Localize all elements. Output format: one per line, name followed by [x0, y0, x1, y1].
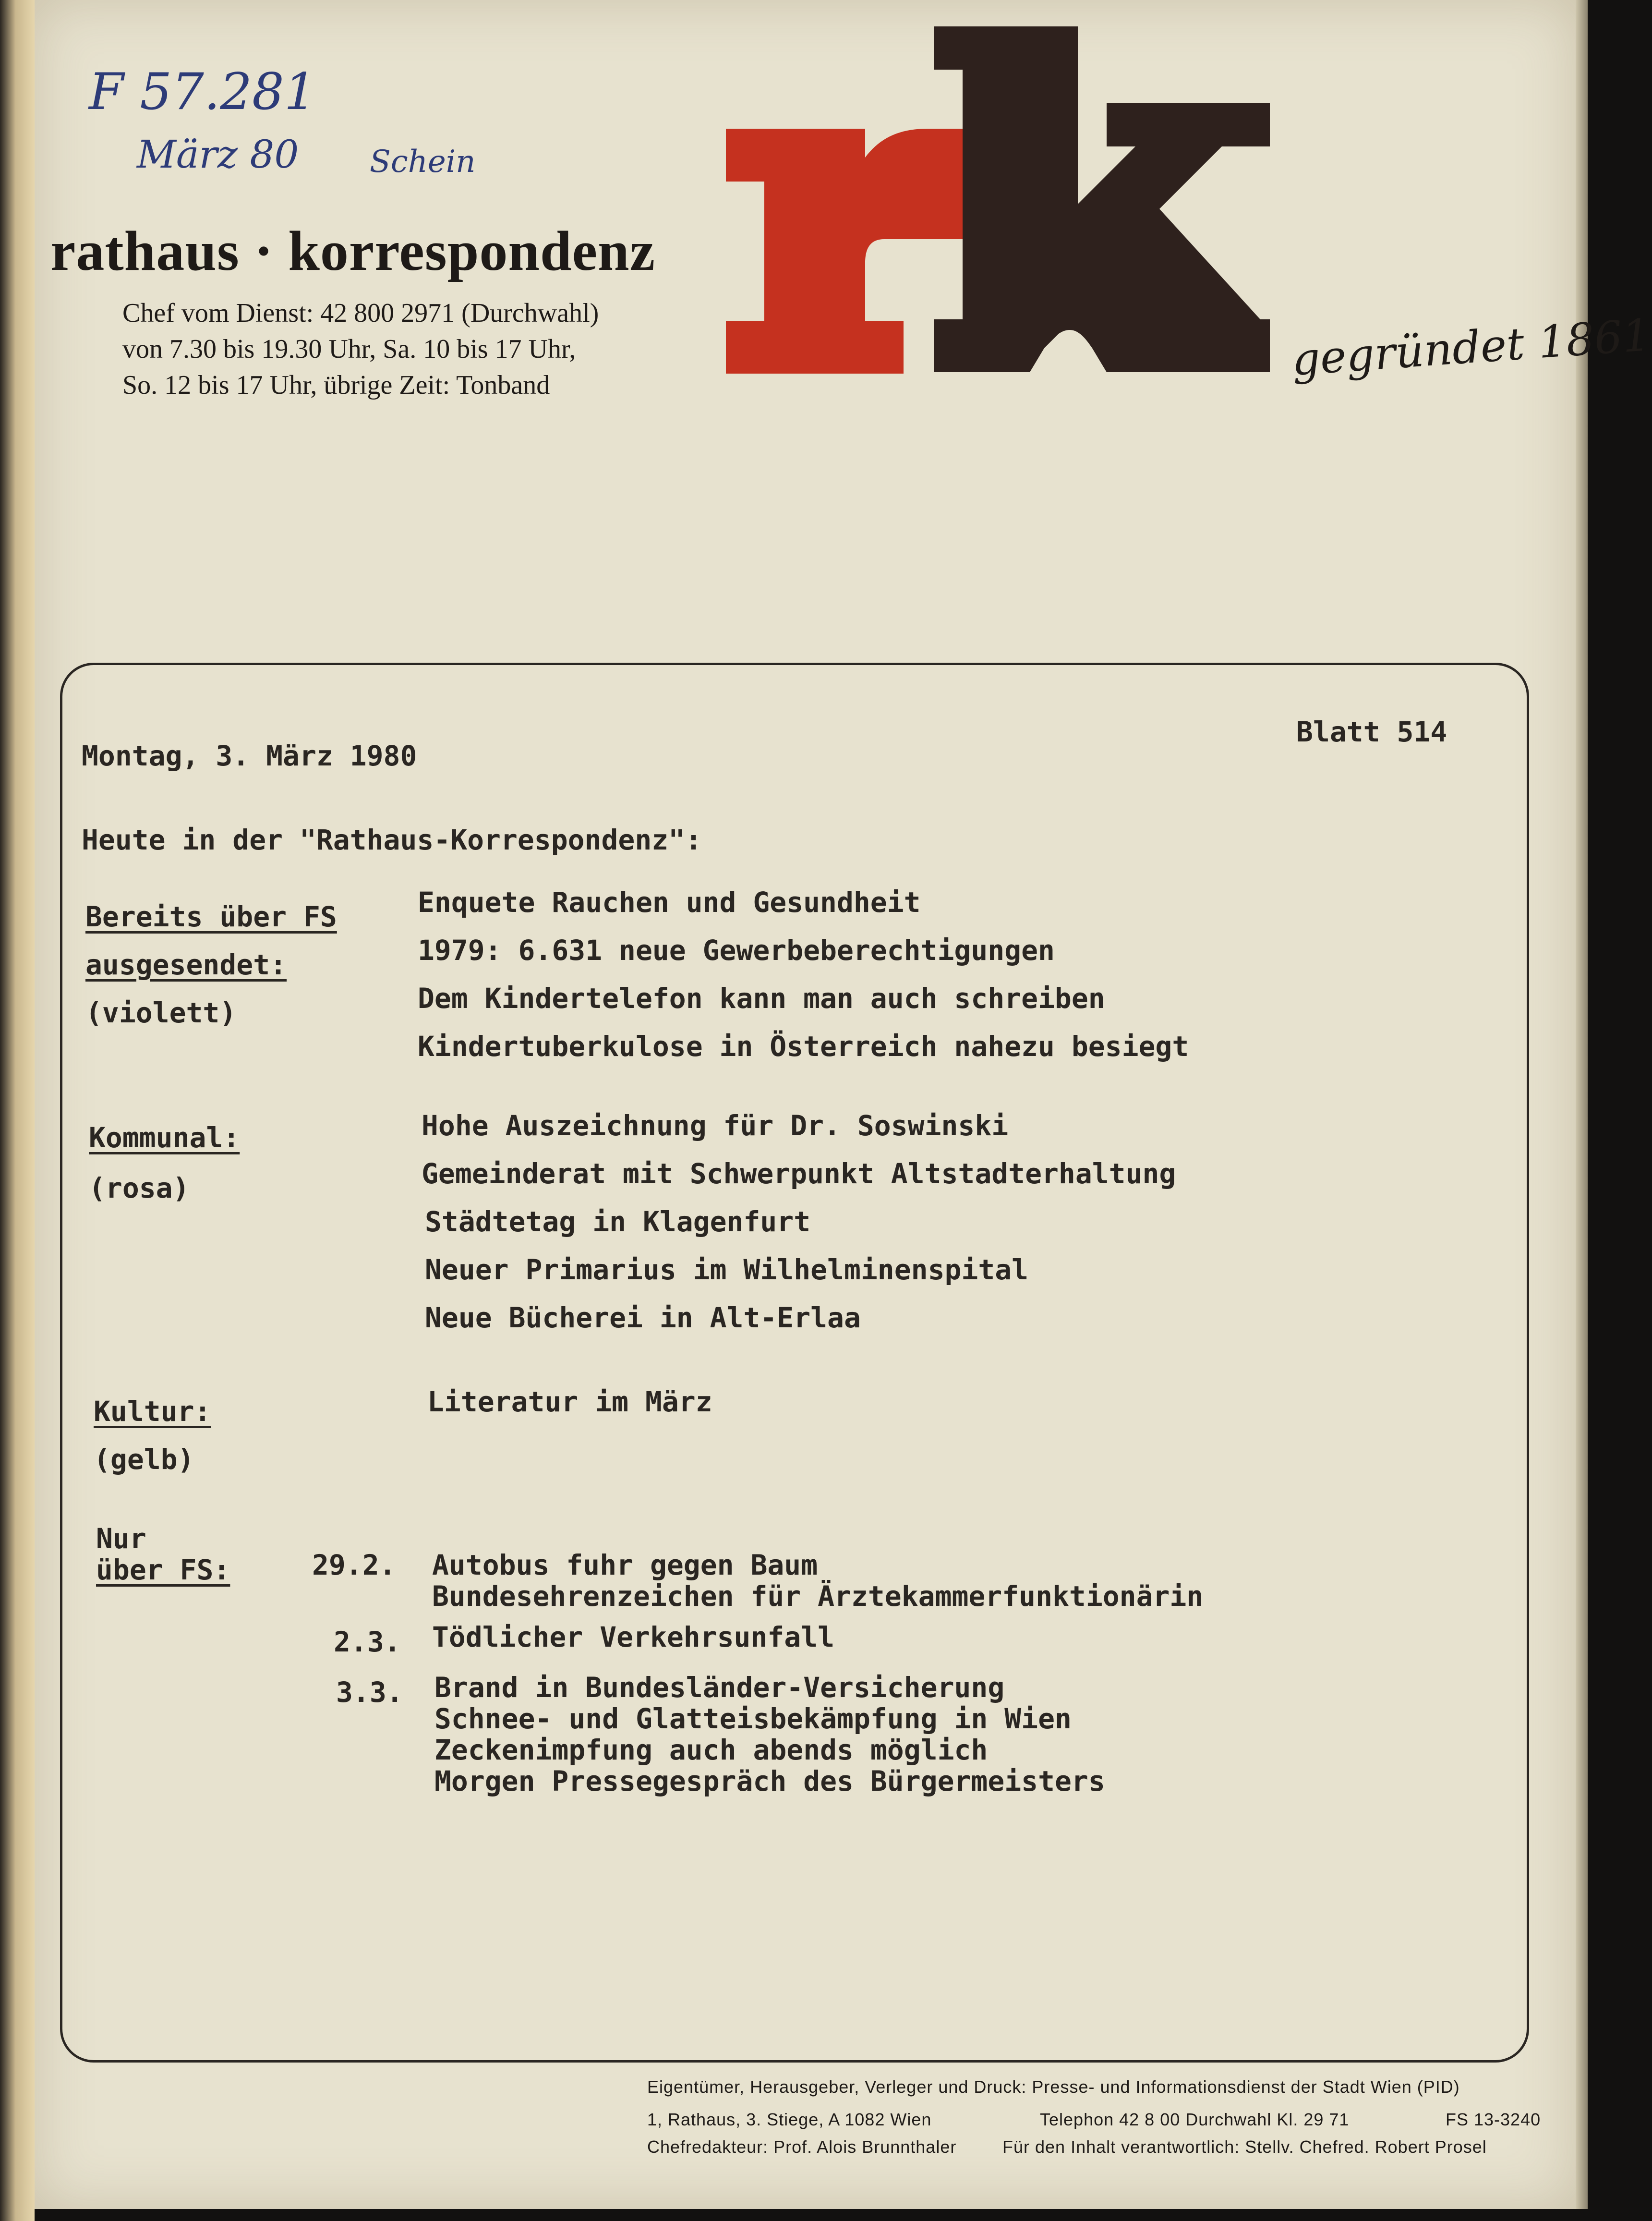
sheet-number: Blatt 514	[1296, 716, 1447, 748]
bulletin-date: Montag, 3. März 1980	[82, 740, 417, 772]
section-label: über FS:	[96, 1553, 230, 1586]
fs-date: 29.2.	[312, 1549, 396, 1581]
bulletin-box	[60, 663, 1529, 2063]
bulletin-heading: Heute in der "Rathaus-Korrespondenz":	[82, 824, 702, 856]
list-item: 1979: 6.631 neue Gewerbeberechtigungen	[418, 934, 1055, 967]
imprint-line: Eigentümer, Herausgeber, Verleger und Druck: Presse- und Informationsdienst der Stadt Wien (PID)	[647, 2077, 1460, 2097]
list-item: Enquete Rauchen und Gesundheit	[418, 886, 921, 919]
imprint-fs: FS 13-3240	[1446, 2110, 1541, 2129]
section-label: ausgesendet:	[85, 948, 287, 981]
fs-date: 3.3.	[336, 1676, 403, 1709]
list-item: Zeckenimpfung auch abends möglich	[434, 1734, 988, 1766]
section-color-note: (violett)	[85, 996, 237, 1029]
rk-logo-k	[934, 26, 1270, 372]
imprint-editor: Chefredakteur: Prof. Alois Brunnthaler	[647, 2137, 957, 2157]
imprint-phone: Telephon 42 8 00 Durchwahl Kl. 29 71	[1040, 2110, 1350, 2129]
handwritten-month-note: März 80	[137, 132, 299, 177]
list-item: Dem Kindertelefon kann man auch schreiben	[418, 982, 1105, 1015]
masthead-info-line: Chef vom Dienst: 42 800 2971 (Durchwahl)	[122, 298, 599, 328]
list-item: Hohe Auszeichnung für Dr. Soswinski	[422, 1109, 1009, 1142]
list-item: Schnee- und Glatteisbekämpfung in Wien	[434, 1702, 1072, 1735]
section-label: Bereits über FS	[85, 900, 337, 933]
masthead-info-line: So. 12 bis 17 Uhr, übrige Zeit: Tonband	[122, 370, 550, 400]
list-item: Brand in Bundesländer-Versicherung	[434, 1671, 1005, 1704]
section-color-note: (gelb)	[94, 1443, 194, 1476]
list-item: Morgen Pressegespräch des Bürgermeisters	[434, 1765, 1105, 1797]
logo-k-graphic	[934, 26, 1270, 372]
handwritten-initials: Schein	[370, 144, 476, 180]
list-item: Tödlicher Verkehrsunfall	[432, 1621, 835, 1653]
imprint-responsible: Für den Inhalt verantwortlich: Stellv. Chefred. Robert Prosel	[1002, 2137, 1487, 2157]
section-label: Kultur:	[94, 1395, 211, 1428]
founded-mark: gegründet 1861	[1290, 309, 1652, 386]
imprint-line	[647, 2110, 1541, 2134]
list-item: Neue Bücherei in Alt-Erlaa	[425, 1301, 861, 1334]
imprint-line	[647, 2137, 1533, 2161]
handwritten-archive-number: F 57.281	[89, 62, 316, 121]
list-item: Neuer Primarius im Wilhelminenspital	[425, 1253, 1029, 1286]
section-label: Kommunal:	[89, 1121, 240, 1154]
binding-strip	[0, 0, 35, 2221]
imprint-address: 1, Rathaus, 3. Stiege, A 1082 Wien	[647, 2110, 932, 2129]
list-item: Autobus fuhr gegen Baum	[432, 1549, 818, 1581]
section-label: Nur	[96, 1522, 146, 1555]
list-item: Gemeinderat mit Schwerpunkt Altstadterhaltung	[422, 1157, 1176, 1190]
list-item: Literatur im März	[427, 1385, 712, 1418]
masthead-title: rathaus · korrespondenz	[50, 219, 655, 282]
section-color-note: (rosa)	[89, 1172, 190, 1204]
fs-date: 2.3.	[334, 1626, 401, 1658]
list-item: Bundesehrenzeichen für Ärztekammerfunktionärin	[432, 1580, 1204, 1613]
masthead-info-line: von 7.30 bis 19.30 Uhr, Sa. 10 bis 17 Uhr,	[122, 334, 576, 364]
list-item: Kindertuberkulose in Österreich nahezu besiegt	[418, 1030, 1189, 1063]
list-item: Städtetag in Klagenfurt	[425, 1205, 811, 1238]
